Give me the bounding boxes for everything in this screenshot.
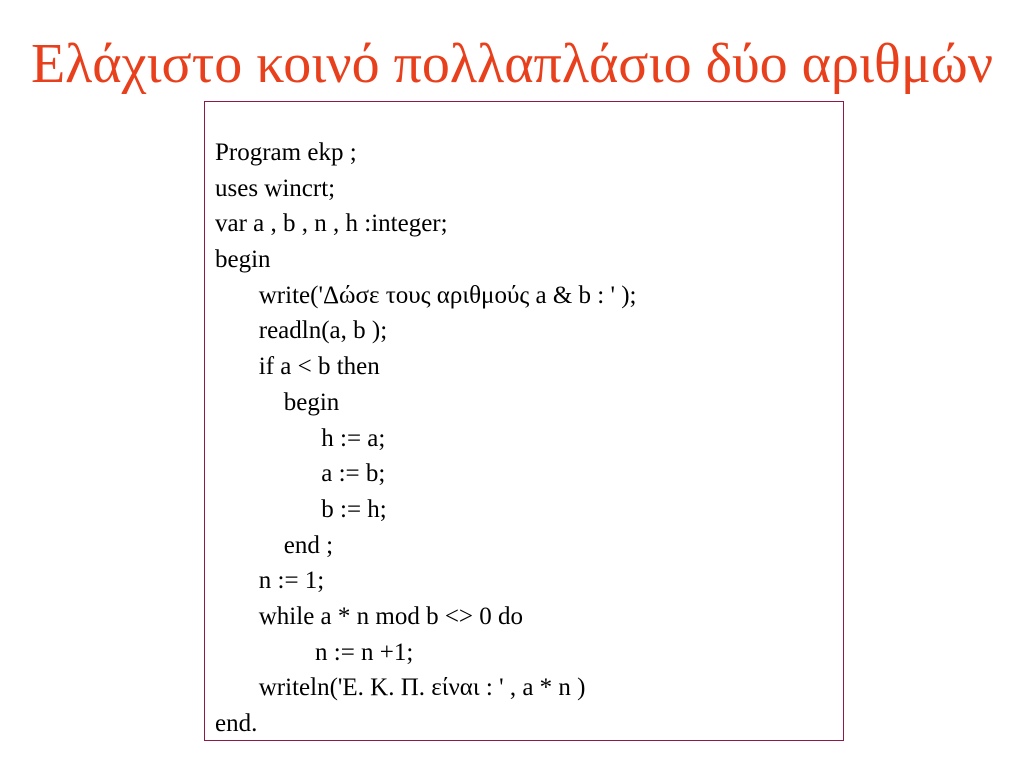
- code-text: end.: [215, 710, 258, 737]
- code-text: a := b;: [321, 460, 386, 488]
- slide-title: Ελάχιστο κοινό πολλαπλάσιο δύο αριθμών: [30, 33, 994, 95]
- code-text: h := a;: [321, 424, 386, 452]
- code-indent: [215, 353, 259, 380]
- code-text: Program ekp ;: [215, 139, 357, 166]
- code-line: [215, 492, 637, 528]
- code-text: uses wincrt;: [215, 174, 336, 202]
- code-text: begin: [215, 246, 271, 274]
- code-text: begin: [283, 388, 340, 416]
- code-indent: [215, 496, 321, 523]
- code-box: [204, 101, 844, 741]
- code-line: [215, 349, 637, 385]
- code-text: n := n +1;: [315, 638, 414, 666]
- code-indent: [215, 282, 259, 309]
- code-line: [215, 385, 637, 421]
- code-line: [215, 313, 637, 349]
- code-indent: [215, 460, 321, 487]
- code-indent: [215, 532, 284, 559]
- code-line: [215, 706, 637, 742]
- code-text: writeln('Ε. Κ. Π. είναι : ' , a * n ): [258, 674, 586, 702]
- code-line: [215, 563, 637, 599]
- code-line: [215, 171, 637, 207]
- code-indent: [215, 674, 259, 701]
- code-line: [215, 670, 637, 706]
- code-line: [215, 421, 637, 457]
- code-line: [215, 135, 637, 171]
- code-indent: [215, 639, 315, 666]
- code-line: [215, 242, 637, 278]
- code-line: [215, 278, 637, 314]
- code-indent: [215, 317, 259, 344]
- code-indent: [215, 603, 259, 630]
- code-text: var a , b , n , h :integer;: [215, 210, 448, 238]
- code-indent: [215, 389, 284, 416]
- code-text: readln(a, b );: [258, 317, 388, 345]
- code-indent: [215, 425, 321, 452]
- code-line: [215, 528, 637, 564]
- code-text: if a < b then: [258, 353, 380, 381]
- code-line: [215, 635, 637, 671]
- code-listing: [215, 135, 637, 742]
- code-text: while a * n mod b <> 0 do: [258, 602, 524, 630]
- code-line: [215, 456, 637, 492]
- code-line: [215, 206, 637, 242]
- code-text: b := h;: [321, 495, 387, 523]
- code-line: [215, 599, 637, 635]
- code-text: write('Δώσε τους αριθμούς a & b : ' );: [258, 281, 637, 309]
- code-text: end ;: [283, 531, 334, 559]
- code-text: n := 1;: [258, 567, 325, 595]
- code-indent: [215, 567, 259, 594]
